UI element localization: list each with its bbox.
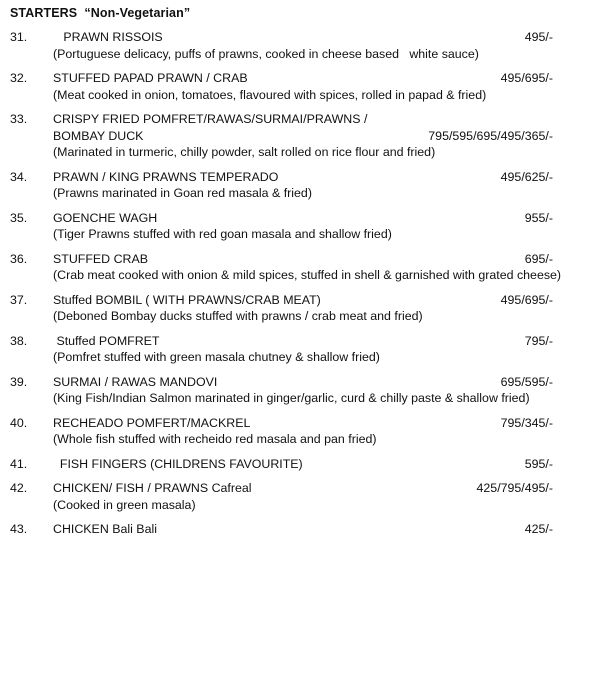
menu-item[interactable]: [0, 456, 600, 473]
menu-item-number: 36.: [10, 251, 28, 266]
menu-item-name: CRISPY FRIED POMFRET/RAWAS/SURMAI/PRAWNS /: [53, 112, 368, 126]
menu-item-number: 43.: [10, 522, 28, 536]
menu-item[interactable]: [0, 210, 600, 243]
menu-item-price: 795/-: [524, 333, 553, 348]
menu-item-number: 31.: [10, 30, 28, 44]
menu-item-name: Stuffed BOMBIL ( WITH PRAWNS/CRAB MEAT): [53, 292, 321, 307]
menu-item-price: 795/345/-: [500, 415, 553, 430]
menu-item-description: (Crab meat cooked with onion & mild spices, stuffed in shell & garnished with grated cheese): [53, 268, 562, 282]
menu-item-name: Stuffed POMFRET: [53, 333, 160, 348]
menu-item[interactable]: [0, 251, 600, 284]
menu-item-title-row: [0, 29, 600, 46]
menu-item-name: GOENCHE WAGH: [53, 210, 158, 225]
menu-item-name: STUFFED PAPAD PRAWN / CRAB: [53, 71, 248, 85]
menu-item-price: 595/-: [524, 456, 553, 471]
menu-item-name: CHICKEN/ FISH / PRAWNS Cafreal: [53, 481, 252, 495]
menu-item-title-row: [0, 169, 600, 186]
menu-item-number: 40.: [10, 415, 28, 430]
menu-item-title-row: [0, 415, 600, 432]
menu-item[interactable]: [0, 415, 600, 448]
menu-item-description: (Deboned Bombay ducks stuffed with prawns / crab meat and fried): [53, 309, 423, 323]
menu-item-number: 39.: [10, 374, 28, 389]
menu-item-price: 495/625/-: [500, 169, 553, 184]
menu-item-number: 32.: [10, 71, 28, 85]
menu-item-description: (Cooked in green masala): [53, 497, 196, 512]
menu-item-price: 695/595/-: [500, 374, 553, 389]
menu-item[interactable]: [0, 521, 600, 538]
menu-item[interactable]: [0, 29, 600, 62]
menu-item-price: 795/595/695/495/365/-: [428, 128, 553, 143]
menu-item-description: (King Fish/Indian Salmon marinated in ginger/garlic, curd & chilly paste & shallow fried): [53, 391, 530, 405]
menu-item-title-row: [0, 210, 600, 227]
menu-item-name: CHICKEN Bali Bali: [53, 522, 157, 536]
menu-item-description: (Portuguese delicacy, puffs of prawns, cooked in cheese based white sauce): [53, 46, 479, 61]
menu-item[interactable]: [0, 70, 600, 103]
menu-item-title-row-continued: [0, 128, 600, 145]
menu-item-description: (Prawns marinated in Goan red masala & fried): [53, 186, 312, 200]
menu-item-price: 495/695/-: [500, 292, 553, 307]
menu-item-title-row: [0, 111, 600, 128]
menu-item-description: (Marinated in turmeric, chilly powder, salt rolled on rice flour and fried): [53, 145, 436, 159]
section-header: STARTERS “Non-Vegetarian”: [10, 6, 191, 20]
menu-item-title-row: [0, 251, 600, 268]
menu-item-description: (Tiger Prawns stuffed with red goan masala and shallow fried): [53, 227, 392, 241]
menu-item-title-row: [0, 521, 600, 538]
menu-item-title-row: [0, 333, 600, 350]
menu-item-price: 425/795/495/-: [476, 481, 553, 495]
menu-item-name: PRAWN RISSOIS: [53, 30, 163, 44]
menu-item-list: [0, 29, 600, 538]
menu-item[interactable]: [0, 333, 600, 366]
menu-item-number: 35.: [10, 210, 28, 225]
menu-item-title-row: [0, 480, 600, 497]
menu-item[interactable]: [0, 292, 600, 325]
menu-item-title-row: [0, 70, 600, 87]
menu-item[interactable]: [0, 169, 600, 202]
menu-item-price: 495/-: [524, 30, 553, 44]
menu-item-title-row: [0, 374, 600, 391]
menu-item-price: 695/-: [524, 251, 553, 266]
menu-item-name-continued: BOMBAY DUCK: [53, 128, 144, 143]
menu-item-name: RECHEADO POMFERT/MACKREL: [53, 415, 251, 430]
menu-item-name: STUFFED CRAB: [53, 251, 148, 266]
menu-item-number: 33.: [10, 112, 28, 126]
menu-item-name: FISH FINGERS (CHILDRENS FAVOURITE): [53, 456, 303, 471]
menu-item-name: PRAWN / KING PRAWNS TEMPERADO: [53, 169, 279, 184]
menu-item-price: 495/695/-: [500, 71, 553, 85]
menu-item-description: (Meat cooked in onion, tomatoes, flavoured with spices, rolled in papad & fried): [53, 87, 487, 102]
menu-item[interactable]: [0, 374, 600, 407]
menu-item-number: 34.: [10, 169, 28, 184]
menu-item-number: 38.: [10, 333, 28, 348]
menu-item[interactable]: [0, 111, 600, 161]
menu-item-description: (Whole fish stuffed with recheido red masala and pan fried): [53, 432, 377, 446]
menu-item-name: SURMAI / RAWAS MANDOVI: [53, 374, 218, 389]
menu-item-title-row: [0, 456, 600, 473]
menu-item-number: 42.: [10, 481, 28, 495]
menu-item-number: 37.: [10, 292, 28, 307]
menu-item-description: (Pomfret stuffed with green masala chutney & shallow fried): [53, 350, 380, 364]
menu-item[interactable]: [0, 480, 600, 513]
menu-item-title-row: [0, 292, 600, 309]
menu-item-price: 955/-: [524, 210, 553, 225]
menu-item-price: 425/-: [524, 522, 553, 536]
menu-item-number: 41.: [10, 456, 28, 471]
